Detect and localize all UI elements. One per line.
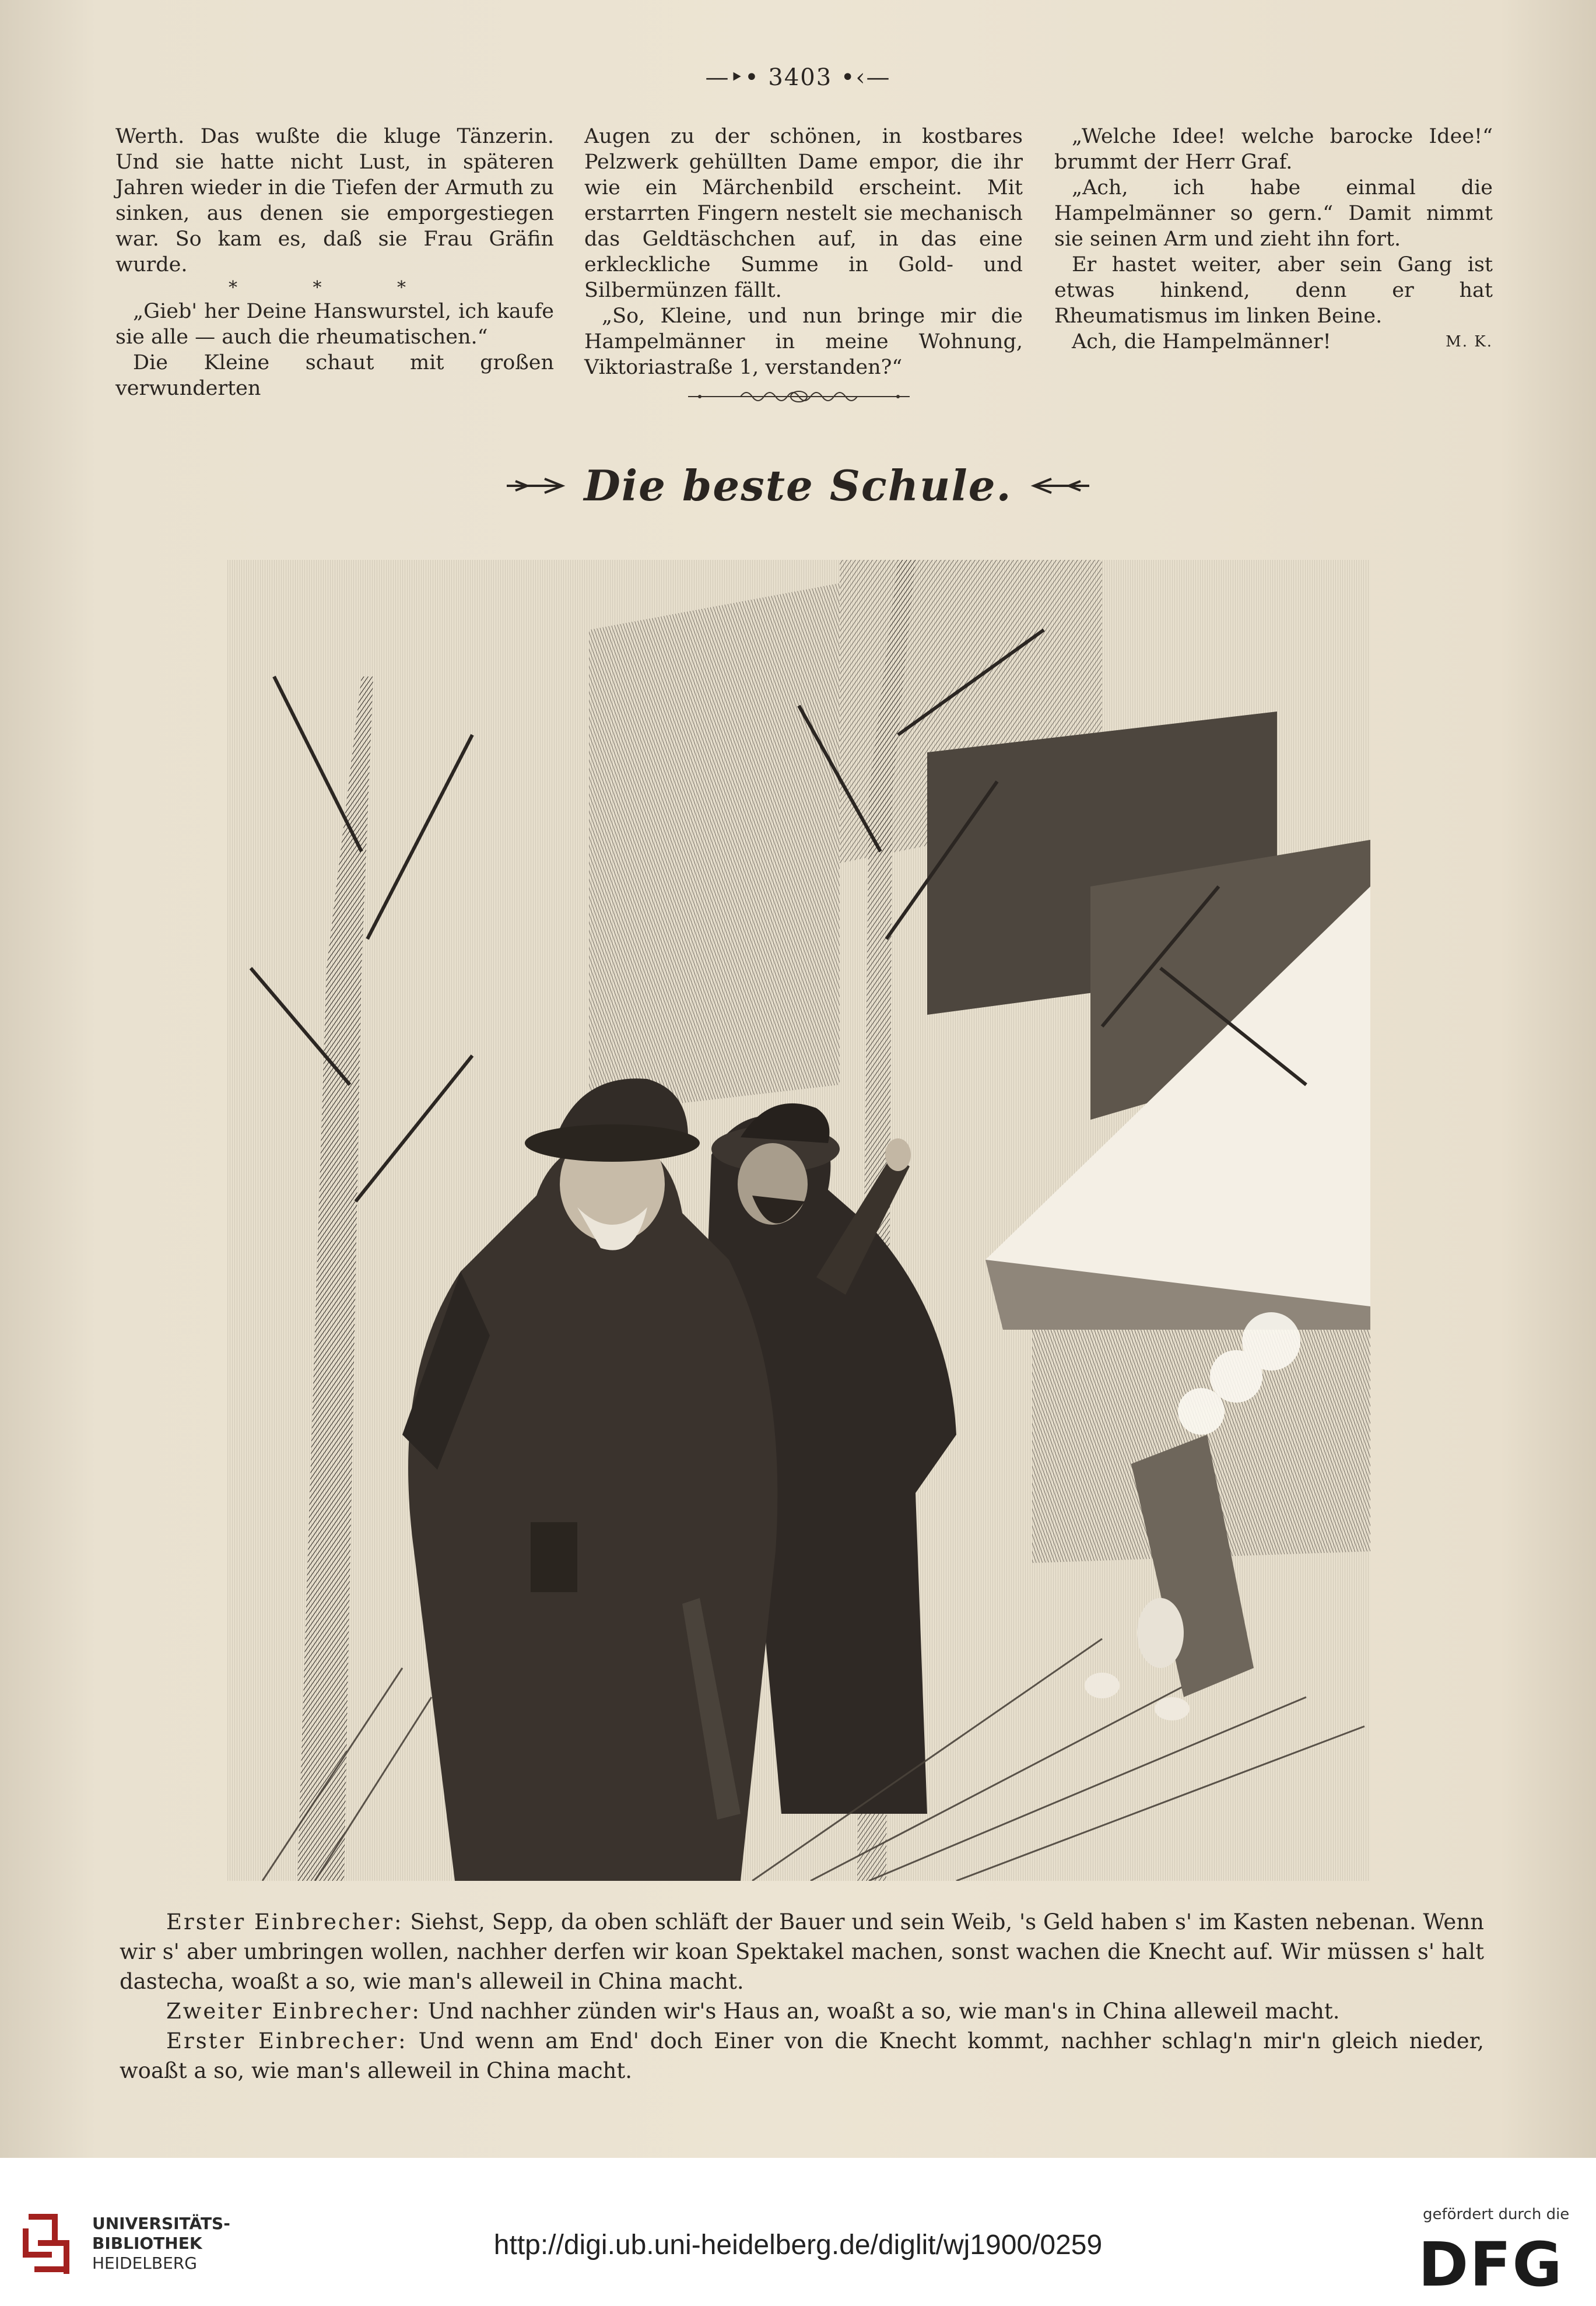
permalink-url[interactable]: http://digi.ub.uni-heidelberg.de/diglit/wj1900/0259 [493, 2230, 1103, 2261]
paragraph: Die Kleine schaut mit großen verwunderten [115, 351, 554, 400]
library-line: HEIDELBERG [92, 2254, 197, 2273]
caption-line [120, 1907, 1484, 1996]
spoken-text: Siehst, Sepp, da oben schläft der Bauer und sein Weib, 's Geld haben s' im Kasten nebenan. Wenn wir s' aber umbringen wollen, nachher derfen wir koan Spektakel machen, sonst wachen die Knecht auf. Wir müssen s' halt dastecha, woaßt a so, wie man's alleweil in China macht. [120, 1909, 1484, 1994]
paragraph: Er hastet weiter, aber sein Gang ist etwas hinkend, denn er hat Rheumatismus im linken Beine. [1054, 253, 1493, 328]
title-arrow-right-icon [1028, 474, 1092, 497]
closing-line [1054, 329, 1493, 355]
caption-line [120, 1996, 1484, 2026]
illustration-caption [120, 1907, 1484, 2086]
funding-label: gefördert durch die [1423, 2206, 1570, 2223]
paragraph: „Gieb' her Deine Hanswurstel, ich kaufe sie alle — auch die rheumatischen.“ [115, 300, 554, 349]
closing-text: Ach, die Hampelmänner! [1072, 330, 1331, 353]
library-line: UNIVERSITÄTS- [92, 2214, 230, 2233]
paragraph: „So, Kleine, und nun bringe mir die Hampelmänner in meine Wohnung, Viktoriastraße 1, verstanden?“ [584, 304, 1023, 379]
dfg-logo: DFG [1418, 2229, 1563, 2300]
paragraph: „Welche Idee! welche barocke Idee!“ brummt der Herr Graf. [1054, 125, 1493, 174]
paragraph: Werth. Das wußte die kluge Tänzerin. Und sie hatte nicht Lust, in späteren Jahren wieder in die Tiefen der Armuth zu sinken, aus denen sie emporgestiegen war. So kam es, daß sie Frau Gräfin wurde. [115, 125, 554, 276]
page-number: —‣• 3403 •‹— [705, 64, 891, 91]
section-stars: * * * [228, 278, 441, 298]
paragraph: „Ach, ich habe einmal die Hampelmänner so gern.“ Damit nimmt sie seinen Arm und zieht ihn fort. [1054, 176, 1493, 251]
engraving-illustration [227, 560, 1370, 1881]
article-title-row [0, 461, 1596, 510]
author-signature: M. K. [1446, 333, 1493, 351]
speaker-label: Erster Einbrecher: [166, 1909, 404, 1934]
text-column-2 [584, 124, 1023, 380]
caption-line [120, 2026, 1484, 2086]
spoken-text: Und nachher zünden wir's Haus an, woaßt a so, wie man's in China alleweil macht. [427, 1999, 1340, 2024]
title-arrow-left-icon [504, 474, 568, 497]
text-column-3 [1054, 124, 1493, 355]
speaker-label: Zweiter Einbrecher: [166, 1999, 421, 2024]
text-column-1 [115, 124, 554, 401]
article-title: Die beste Schule. [584, 461, 1012, 510]
paragraph: Augen zu der schönen, in kostbares Pelzwerk gehüllten Dame empor, die ihr wie ein Märchenbild erscheint. Mit erstarrten Fingern nestelt sie mechanisch das Geldtäschchen auf, in das eine erkleckliche Summe in Gold- und Silbermünzen fällt. [584, 125, 1023, 302]
spoken-text: Und wenn am End' doch Einer von die Knecht kommt, nachher schlag'n mir'n gleich nieder, woaßt a so, wie man's alleweil in China macht. [120, 2028, 1484, 2083]
speaker-label: Erster Einbrecher: [166, 2028, 408, 2053]
vine-ornament-icon [688, 386, 910, 407]
library-line: BIBLIOTHEK [92, 2234, 202, 2253]
